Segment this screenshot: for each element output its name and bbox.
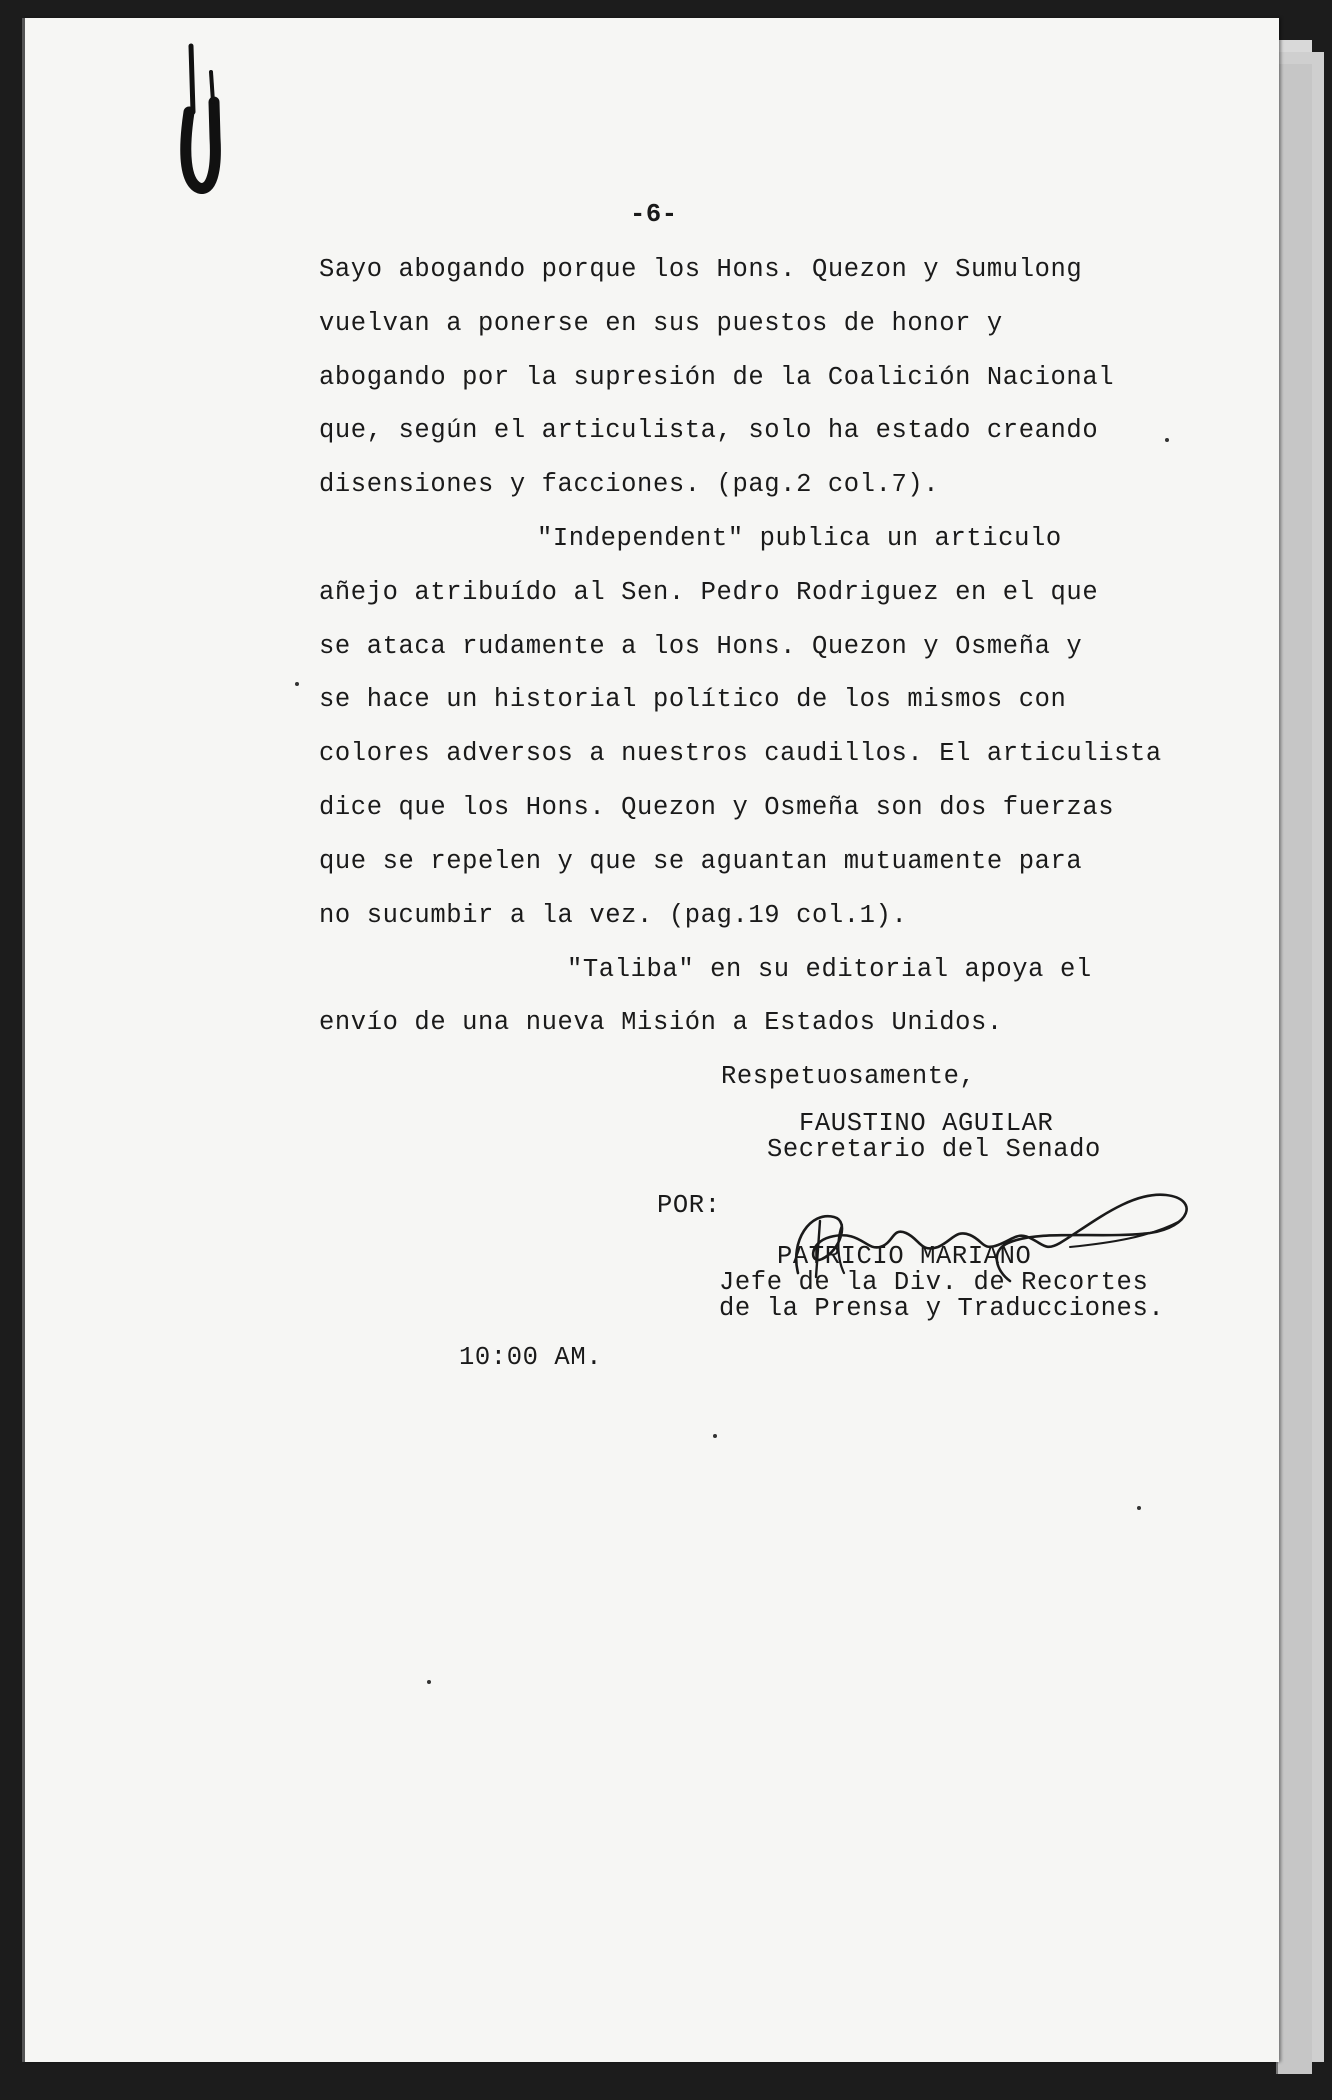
- underlying-sheet: [1276, 64, 1312, 2074]
- paper-speck: [1165, 438, 1169, 442]
- por-label: POR:: [657, 1191, 721, 1220]
- body-line: Sayo abogando porque los Hons. Quezon y Sumulong: [319, 255, 1083, 284]
- body-line: abogando por la supresión de la Coalición Nacional: [319, 363, 1115, 392]
- handwritten-signature: [770, 1181, 1210, 1291]
- delegate-name: PATRICIO MARIANO: [777, 1242, 1032, 1271]
- body-line: se ataca rudamente a los Hons. Quezon y Osmeña y: [319, 632, 1083, 661]
- body-line: "Independent" publica un articulo: [537, 524, 1062, 553]
- body-line: vuelvan a ponerse en sus puestos de honor y: [319, 309, 1003, 338]
- closing: Respetuosamente,: [721, 1062, 976, 1091]
- typed-text-area: [25, 18, 1279, 2062]
- document-page: [22, 18, 1279, 2062]
- body-line: se hace un historial político de los mismos con: [319, 685, 1067, 714]
- body-line: colores adversos a nuestros caudillos. El articulista: [319, 739, 1162, 768]
- signatory-title: Secretario del Senado: [767, 1135, 1101, 1164]
- page-number: -6-: [630, 200, 678, 229]
- delegate-title-line2: de la Prensa y Traducciones.: [719, 1294, 1165, 1323]
- time-stamp: 10:00 AM.: [459, 1343, 603, 1372]
- body-line: "Taliba" en su editorial apoya el: [567, 955, 1092, 984]
- body-line: dice que los Hons. Quezon y Osmeña son dos fuerzas: [319, 793, 1115, 822]
- delegate-title-line1: Jefe de la Div. de Recortes: [719, 1268, 1149, 1297]
- paper-speck: [713, 1434, 717, 1438]
- signatory-name: FAUSTINO AGUILAR: [799, 1109, 1054, 1138]
- body-line: que, según el articulista, solo ha estado creando: [319, 416, 1099, 445]
- paper-speck: [427, 1680, 431, 1684]
- paper-speck: [1137, 1506, 1141, 1510]
- body-line: añejo atribuído al Sen. Pedro Rodriguez en el que: [319, 578, 1099, 607]
- paper-speck: [295, 682, 299, 686]
- body-line: envío de una nueva Misión a Estados Unidos.: [319, 1008, 1003, 1037]
- body-line: no sucumbir a la vez. (pag.19 col.1).: [319, 901, 908, 930]
- body-line: que se repelen y que se aguantan mutuamente para: [319, 847, 1083, 876]
- body-line: disensiones y facciones. (pag.2 col.7).: [319, 470, 940, 499]
